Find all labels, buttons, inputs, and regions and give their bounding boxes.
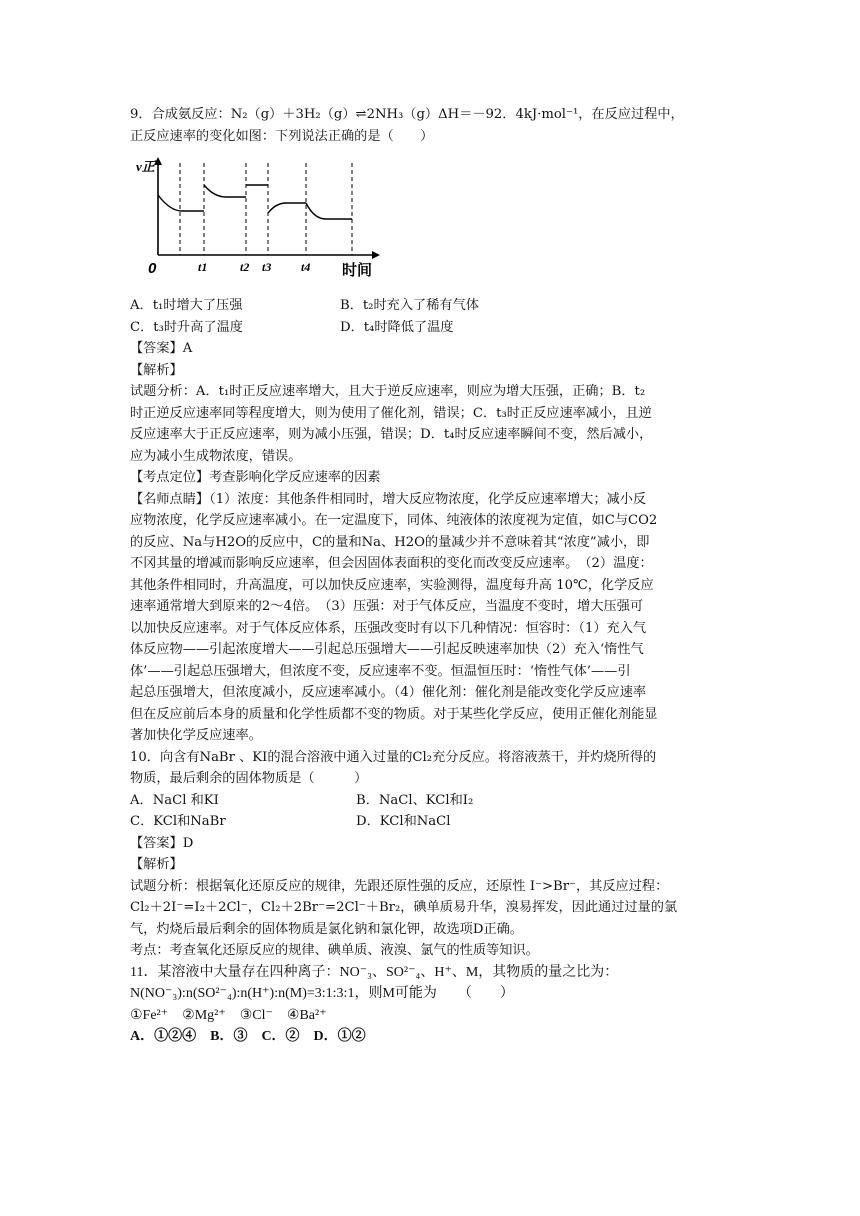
q10-stem-line2: 物质，最后剩余的固体物质是（ ）	[130, 771, 368, 786]
q10-stem-line1: 10．向含有NaBr 、KI的混合溶液中通入过量的Cl₂充分反应。将溶液蒸干，并灼烧所得的	[130, 749, 657, 765]
q10-analysis-line: 试题分析：根据氧化还原反应的规律，先跟还原性强的反应，还原性 I⁻>Br⁻，其反应过程：	[130, 878, 669, 894]
q9-options-row1	[130, 295, 730, 317]
t1-label: t1	[198, 260, 208, 274]
q9-mingshi-line: 体反应物——引起浓度增大——引起总压强增大——引起反映速率加快（2）充入‘惰性气	[130, 642, 644, 657]
q11-stem-line2: N(NO⁻₃):n(SO²⁻₄):n(H⁺):n(M)=3:1:3:1，则M可能为 （ ）	[130, 986, 514, 1001]
q9-option-d: D．t₄时降低了温度	[340, 319, 454, 335]
q10-option-b: B．NaCl、KCl和I₂	[356, 792, 474, 808]
q11-options: A．①②④ B．③ C．② D．①②	[130, 1029, 366, 1044]
q9-mingshi-line: 其他条件相同时，升高温度，可以加快反应速率，实验测得，温度每升高 10℃，化学反应	[130, 577, 654, 593]
q9-kaodian: 【考点定位】考查影响化学反应速率的因素	[130, 470, 381, 485]
q10-analysis-title: 【解析】	[130, 857, 183, 872]
q9-option-a: A．t₁时增大了压强	[130, 298, 243, 313]
q9-analysis-line: 应为减小生成物浓度，错误。	[130, 448, 302, 464]
q10-options-row2	[130, 811, 730, 833]
q9-mingshi-line: 但在反应前后本身的质量和化学性质都不变的物质。对于某些化学反应，使用正催化剂能显	[130, 706, 658, 722]
q9-analysis-line: 反应速率大于正反应速率，则为减小压强，错误；D．t₄时反应速率瞬间不变，然后减小，	[130, 427, 653, 442]
t4-label: t4	[301, 260, 311, 274]
q10-option-a: A．NaCl 和KI	[130, 792, 219, 808]
origin-label: 0	[148, 260, 157, 277]
q9-mingshi-line: 起总压强增大，但浓度减小，反应速率减小。（4）催化剂：催化剂是能改变化学反应速率	[130, 685, 647, 700]
q9-mingshi-line: 【名师点睛】（1）浓度：其他条件相同时，增大反应物浓度，化学反应速率增大；减小反	[130, 491, 647, 507]
x-axis-arrow	[372, 251, 380, 259]
rate-time-figure	[130, 155, 390, 285]
q9-stem-line2: 正反应速率的变化如图：下列说法正确的是（ ）	[130, 128, 434, 144]
x-axis-label: 时间	[342, 261, 373, 279]
q9-option-b: B．t₂时充入了稀有气体	[340, 298, 479, 313]
q11-choices: ①Fe²⁺ ②Mg²⁺ ③Cl⁻ ④Ba²⁺	[130, 1007, 327, 1023]
q10-kaodian: 考点：考查氧化还原反应的规律、碘单质、液溴、氯气的性质等知识。	[130, 943, 539, 958]
q9-analysis-line: 时正逆反应速率同等程度增大，则为使用了催化剂，错误；C．t₃时正反应速率减小，且逆	[130, 405, 652, 421]
q10-option-c: C．KCl和NaBr	[130, 814, 226, 829]
t2-label: t2	[240, 260, 250, 274]
q9-mingshi-line: 以加快反应速率。对于气体反应体系，压强改变时有以下几种情况：恒容时：（1）充入气	[130, 620, 647, 636]
q10-options-row1	[130, 790, 730, 812]
rate-time-graph	[130, 155, 390, 285]
q9-option-c: C．t₃时升高了温度	[130, 319, 243, 335]
q9-answer: 【答案】A	[130, 341, 193, 356]
dashed-guides	[180, 163, 352, 255]
y-axis-label: v正	[136, 159, 155, 174]
q9-analysis-line: 试题分析：A．t₁时正反应速率增大，且大于逆反应速率，则应为增大压强，正确；B．t₂	[130, 384, 646, 399]
t3-label: t3	[262, 260, 272, 274]
question-9	[130, 104, 730, 747]
q10-analysis-line: 气，灼烧后最后剩余的固体物质是氯化钠和氯化钾，故选项D正确。	[130, 921, 524, 937]
y-axis-arrow	[154, 157, 162, 165]
q9-stem-line1: 9．合成氨反应：N₂（g）＋3H₂（g）⇌2NH₃（g）ΔH＝－92．4kJ·mol⁻¹，在反应过程中，	[130, 107, 684, 122]
q10-analysis-line: Cl₂＋2I⁻=I₂＋2Cl⁻，Cl₂＋2Br⁻=2Cl⁻＋Br₂，碘单质易升华，溴易挥发，因此通过过量的氯	[130, 900, 678, 915]
q9-mingshi-line: 著加快化学反应速率。	[130, 728, 262, 743]
q11-stem-line1: 11．某溶液中大量存在四种离子：NO⁻₃、SO²⁻₄、H⁺、M，其物质的量之比为：	[130, 964, 619, 980]
q10-option-d: D．KCl和NaCl	[356, 814, 451, 829]
document-page	[130, 104, 730, 1048]
q10-answer: 【答案】D	[130, 835, 194, 851]
q9-options-row2	[130, 317, 730, 339]
rate-curve	[158, 185, 352, 219]
question-11	[130, 962, 730, 1048]
q9-mingshi-line: 应物浓度，化学反应速率减小。在一定温度下，同体、纯液体的浓度视为定值，如C与CO2	[130, 513, 658, 528]
q9-analysis-title: 【解析】	[130, 362, 183, 378]
question-10	[130, 747, 730, 962]
q9-mingshi-line: 速率通常增大到原来的2～4倍。 （3）压强：对于气体反应，当温度不变时，增大压强可	[130, 599, 644, 614]
q9-mingshi-line: 不冈其量的增减而影响反应速率，但会因固体表面积的变化而改变反应速率。 （2）温度：	[130, 556, 653, 571]
q9-mingshi-line: 体’——引起总压强增大，但浓度不变，反应速率不变。恒温恒压时：‘惰性气体’——引	[130, 663, 631, 679]
q9-mingshi-line: 的反应、Na与H2O的反应中，C的量和Na、H2O的量减少并不意味着其“浓度”减小，即	[130, 534, 650, 550]
